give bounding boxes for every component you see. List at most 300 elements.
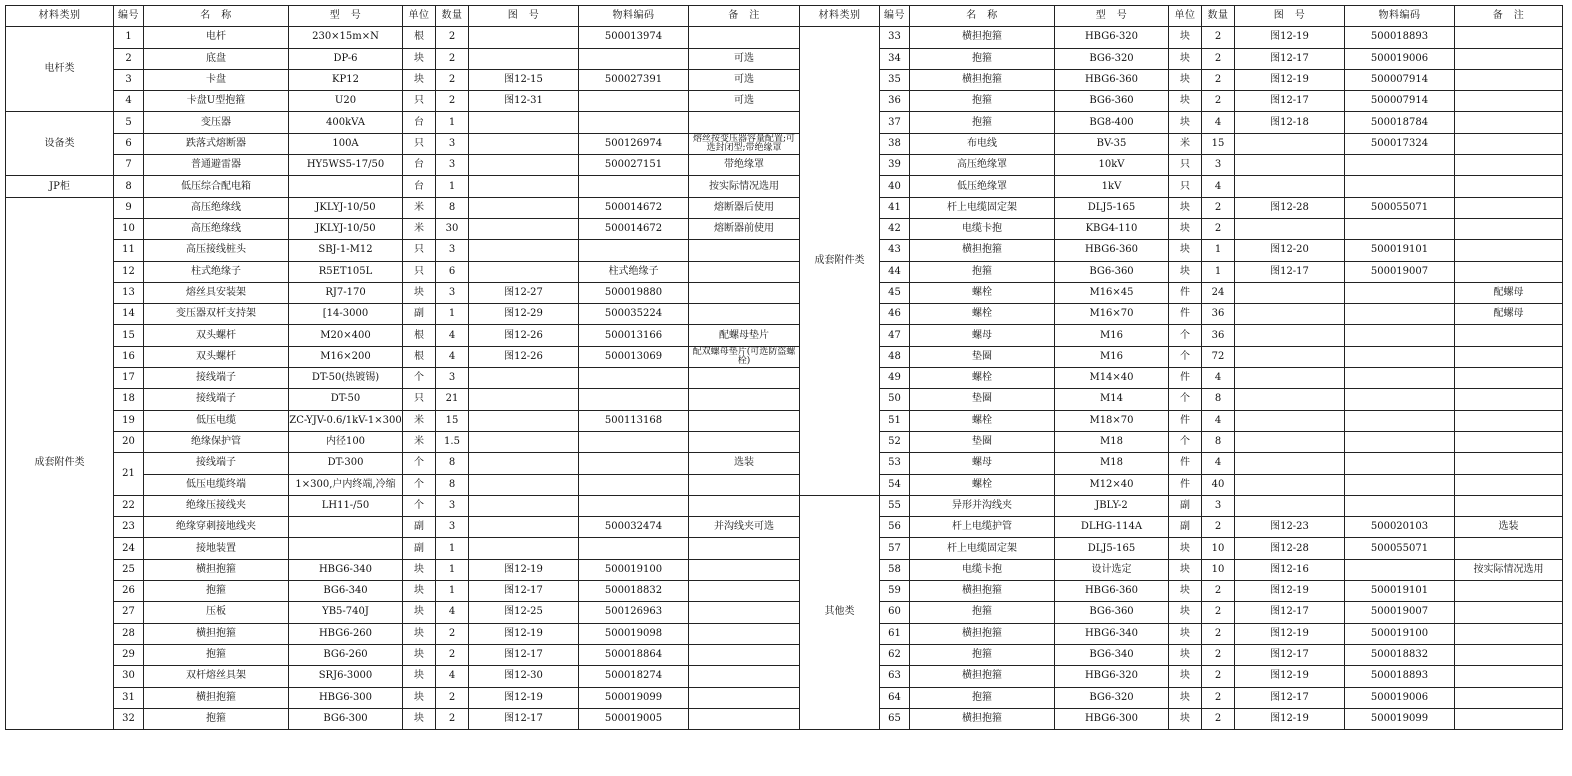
unit-cell: 台 xyxy=(403,176,436,197)
unit-cell: 副 xyxy=(403,304,436,325)
number-cell: 38 xyxy=(880,133,910,154)
unit-cell: 块 xyxy=(1169,581,1202,602)
number-cell: 13 xyxy=(114,282,144,303)
name-cell: 垫圈 xyxy=(910,389,1055,410)
unit-cell: 个 xyxy=(1169,325,1202,346)
material-code-cell: 500019006 xyxy=(1345,687,1455,708)
model-cell: BG6-340 xyxy=(1055,644,1169,665)
header-category: 材料类别 xyxy=(6,6,114,27)
quantity-cell: 3 xyxy=(436,282,469,303)
remarks-cell xyxy=(1455,708,1563,729)
remarks-cell: 按实际情况选用 xyxy=(689,176,800,197)
material-code-cell xyxy=(1345,389,1455,410)
model-cell: [14-3000 xyxy=(289,304,403,325)
table-row xyxy=(6,453,800,474)
figure-cell xyxy=(1235,389,1345,410)
quantity-cell: 3 xyxy=(436,240,469,261)
material-code-cell xyxy=(1345,559,1455,580)
remarks-cell: 可选 xyxy=(689,91,800,112)
name-cell: 跌落式熔断器 xyxy=(144,133,289,154)
name-cell: 低压综合配电箱 xyxy=(144,176,289,197)
material-code-cell: 500013069 xyxy=(579,346,689,367)
header-name: 名 称 xyxy=(144,6,289,27)
number-cell: 21 xyxy=(114,453,144,496)
table-row xyxy=(800,48,1563,69)
material-code-cell: 500035224 xyxy=(579,304,689,325)
quantity-cell: 2 xyxy=(1202,623,1235,644)
unit-cell: 副 xyxy=(403,538,436,559)
number-cell: 46 xyxy=(880,304,910,325)
number-cell: 52 xyxy=(880,431,910,452)
name-cell: 螺栓 xyxy=(910,410,1055,431)
number-cell: 64 xyxy=(880,687,910,708)
unit-cell: 块 xyxy=(1169,240,1202,261)
quantity-cell: 2 xyxy=(1202,581,1235,602)
name-cell: 底盘 xyxy=(144,48,289,69)
remarks-cell xyxy=(1455,325,1563,346)
unit-cell: 块 xyxy=(403,666,436,687)
quantity-cell: 3 xyxy=(436,368,469,389)
header-material-code: 物料编码 xyxy=(579,6,689,27)
header-quantity: 数量 xyxy=(436,6,469,27)
remarks-cell xyxy=(1455,69,1563,90)
number-cell: 43 xyxy=(880,240,910,261)
name-cell: 熔丝具安装架 xyxy=(144,282,289,303)
number-cell: 16 xyxy=(114,346,144,367)
figure-cell xyxy=(1235,218,1345,239)
material-code-cell xyxy=(1345,495,1455,516)
figure-cell xyxy=(469,389,579,410)
figure-cell: 图12-19 xyxy=(1235,581,1345,602)
table-row xyxy=(6,581,800,602)
table-row xyxy=(6,623,800,644)
material-code-cell: 500019007 xyxy=(1345,602,1455,623)
model-cell: SBJ-1-M12 xyxy=(289,240,403,261)
figure-cell xyxy=(1235,495,1345,516)
name-cell: 抱箍 xyxy=(910,112,1055,133)
number-cell: 3 xyxy=(114,69,144,90)
name-cell: 螺栓 xyxy=(910,368,1055,389)
unit-cell: 块 xyxy=(403,708,436,729)
header-unit: 单位 xyxy=(1169,6,1202,27)
model-cell: M20×400 xyxy=(289,325,403,346)
number-cell: 23 xyxy=(114,517,144,538)
number-cell: 42 xyxy=(880,218,910,239)
model-cell: 设计选定 xyxy=(1055,559,1169,580)
quantity-cell: 10 xyxy=(1202,559,1235,580)
quantity-cell: 36 xyxy=(1202,304,1235,325)
table-row xyxy=(800,261,1563,282)
model-cell: M18 xyxy=(1055,431,1169,452)
figure-cell: 图12-19 xyxy=(1235,27,1345,48)
remarks-cell xyxy=(1455,644,1563,665)
material-code-cell xyxy=(1345,304,1455,325)
quantity-cell: 2 xyxy=(436,48,469,69)
table-row xyxy=(800,687,1563,708)
figure-cell: 图12-28 xyxy=(1235,538,1345,559)
figure-cell xyxy=(469,368,579,389)
model-cell: DLJ5-165 xyxy=(1055,538,1169,559)
quantity-cell: 2 xyxy=(436,27,469,48)
remarks-cell xyxy=(689,304,800,325)
quantity-cell: 2 xyxy=(1202,48,1235,69)
header-number: 编号 xyxy=(880,6,910,27)
figure-cell: 图12-25 xyxy=(469,602,579,623)
quantity-cell: 4 xyxy=(1202,453,1235,474)
table-row xyxy=(6,48,800,69)
table-row xyxy=(800,666,1563,687)
remarks-cell: 按实际情况选用 xyxy=(1455,559,1563,580)
unit-cell: 块 xyxy=(403,282,436,303)
table-row xyxy=(800,240,1563,261)
name-cell: 抱箍 xyxy=(144,644,289,665)
table-row xyxy=(6,368,800,389)
quantity-cell: 1 xyxy=(436,581,469,602)
model-cell: M18×70 xyxy=(1055,410,1169,431)
name-cell: 接线端子 xyxy=(144,389,289,410)
figure-cell: 图12-20 xyxy=(1235,240,1345,261)
material-code-cell xyxy=(579,495,689,516)
remarks-cell xyxy=(689,282,800,303)
remarks-cell xyxy=(689,27,800,48)
number-cell: 12 xyxy=(114,261,144,282)
header-figure: 图 号 xyxy=(1235,6,1345,27)
model-cell: BG6-340 xyxy=(289,581,403,602)
quantity-cell: 3 xyxy=(436,155,469,176)
material-code-cell: 500019099 xyxy=(579,687,689,708)
name-cell: 杆上电缆护管 xyxy=(910,517,1055,538)
name-cell: 抱箍 xyxy=(144,581,289,602)
unit-cell: 个 xyxy=(403,495,436,516)
unit-cell: 块 xyxy=(403,623,436,644)
header-figure: 图 号 xyxy=(469,6,579,27)
number-cell: 20 xyxy=(114,431,144,452)
figure-cell: 图12-26 xyxy=(469,346,579,367)
name-cell: 电杆 xyxy=(144,27,289,48)
number-cell: 56 xyxy=(880,517,910,538)
model-cell: BG6-360 xyxy=(1055,261,1169,282)
figure-cell: 图12-19 xyxy=(1235,708,1345,729)
model-cell: DT-300 xyxy=(289,453,403,474)
remarks-cell: 熔丝按变压器容量配置;可选封闭型;带绝缘罩 xyxy=(689,133,800,154)
name-cell: 接线端子 xyxy=(144,453,289,474)
table-row xyxy=(6,240,800,261)
table-row xyxy=(6,687,800,708)
remarks-cell xyxy=(689,602,800,623)
unit-cell: 块 xyxy=(1169,602,1202,623)
material-code-cell: 500018274 xyxy=(579,666,689,687)
number-cell: 41 xyxy=(880,197,910,218)
number-cell: 60 xyxy=(880,602,910,623)
unit-cell: 块 xyxy=(1169,112,1202,133)
unit-cell: 只 xyxy=(1169,155,1202,176)
header-row xyxy=(6,6,800,27)
model-cell: M16 xyxy=(1055,346,1169,367)
figure-cell: 图12-26 xyxy=(469,325,579,346)
remarks-cell xyxy=(689,666,800,687)
quantity-cell: 8 xyxy=(436,474,469,495)
table-row xyxy=(800,453,1563,474)
name-cell: 杆上电缆固定架 xyxy=(910,197,1055,218)
quantity-cell: 2 xyxy=(436,69,469,90)
name-cell: 螺栓 xyxy=(910,474,1055,495)
table-row xyxy=(800,346,1563,367)
figure-cell xyxy=(1235,282,1345,303)
name-cell: 抱箍 xyxy=(910,48,1055,69)
remarks-cell: 带绝缘罩 xyxy=(689,155,800,176)
quantity-cell: 10 xyxy=(1202,538,1235,559)
number-cell: 61 xyxy=(880,623,910,644)
category-cell: 其他类 xyxy=(800,495,880,729)
unit-cell: 个 xyxy=(403,474,436,495)
model-cell: SRJ6-3000 xyxy=(289,666,403,687)
unit-cell: 台 xyxy=(403,112,436,133)
table-row xyxy=(6,538,800,559)
table-row xyxy=(800,389,1563,410)
model-cell: 内径100 xyxy=(289,431,403,452)
model-cell: DLJ5-165 xyxy=(1055,197,1169,218)
number-cell: 7 xyxy=(114,155,144,176)
quantity-cell: 8 xyxy=(1202,389,1235,410)
name-cell: 抱箍 xyxy=(910,687,1055,708)
figure-cell: 图12-27 xyxy=(469,282,579,303)
name-cell: 横担抱箍 xyxy=(910,623,1055,644)
material-code-cell: 柱式绝缘子 xyxy=(579,261,689,282)
material-code-cell xyxy=(579,389,689,410)
remarks-cell xyxy=(689,687,800,708)
remarks-cell xyxy=(1455,368,1563,389)
quantity-cell: 2 xyxy=(436,623,469,644)
number-cell: 19 xyxy=(114,410,144,431)
material-code-cell: 500018893 xyxy=(1345,666,1455,687)
number-cell: 5 xyxy=(114,112,144,133)
table-row xyxy=(800,27,1563,48)
remarks-cell xyxy=(1455,474,1563,495)
table-row xyxy=(800,644,1563,665)
material-code-cell xyxy=(1345,410,1455,431)
model-cell: 10kV xyxy=(1055,155,1169,176)
number-cell: 63 xyxy=(880,666,910,687)
header-name: 名 称 xyxy=(910,6,1055,27)
unit-cell: 副 xyxy=(1169,495,1202,516)
figure-cell: 图12-17 xyxy=(1235,91,1345,112)
name-cell: 横担抱箍 xyxy=(910,708,1055,729)
table-row xyxy=(6,261,800,282)
model-cell: M16×70 xyxy=(1055,304,1169,325)
model-cell xyxy=(289,517,403,538)
unit-cell: 米 xyxy=(1169,133,1202,154)
unit-cell: 件 xyxy=(1169,304,1202,325)
table-row xyxy=(800,559,1563,580)
name-cell: 接地装置 xyxy=(144,538,289,559)
remarks-cell xyxy=(1455,218,1563,239)
figure-cell xyxy=(469,474,579,495)
remarks-cell xyxy=(689,474,800,495)
name-cell: 螺母 xyxy=(910,453,1055,474)
category-cell: 设备类 xyxy=(6,112,114,176)
quantity-cell: 2 xyxy=(1202,644,1235,665)
table-row xyxy=(6,282,800,303)
quantity-cell: 2 xyxy=(1202,666,1235,687)
unit-cell: 块 xyxy=(1169,261,1202,282)
remarks-cell: 选装 xyxy=(1455,517,1563,538)
number-cell: 62 xyxy=(880,644,910,665)
material-code-cell: 500019098 xyxy=(579,623,689,644)
model-cell: KBG4-110 xyxy=(1055,218,1169,239)
model-cell: BG6-360 xyxy=(1055,91,1169,112)
unit-cell: 块 xyxy=(1169,687,1202,708)
material-code-cell xyxy=(579,368,689,389)
number-cell: 57 xyxy=(880,538,910,559)
category-cell: 成套附件类 xyxy=(6,197,114,729)
figure-cell: 图12-30 xyxy=(469,666,579,687)
material-code-cell: 500126974 xyxy=(579,133,689,154)
material-code-cell: 500019101 xyxy=(1345,240,1455,261)
number-cell: 28 xyxy=(114,623,144,644)
figure-cell xyxy=(1235,431,1345,452)
name-cell: 双头螺杆 xyxy=(144,325,289,346)
name-cell: 高压绝缘线 xyxy=(144,197,289,218)
quantity-cell: 1 xyxy=(436,112,469,133)
model-cell: M16 xyxy=(1055,325,1169,346)
unit-cell: 个 xyxy=(403,453,436,474)
unit-cell: 块 xyxy=(403,644,436,665)
header-number: 编号 xyxy=(114,6,144,27)
quantity-cell: 3 xyxy=(436,495,469,516)
figure-cell xyxy=(469,176,579,197)
figure-cell xyxy=(469,240,579,261)
remarks-cell xyxy=(1455,623,1563,644)
table-row xyxy=(6,304,800,325)
material-code-cell: 500055071 xyxy=(1345,538,1455,559)
table-row xyxy=(800,581,1563,602)
unit-cell: 只 xyxy=(403,91,436,112)
figure-cell xyxy=(469,133,579,154)
name-cell: 螺栓 xyxy=(910,282,1055,303)
unit-cell: 只 xyxy=(403,240,436,261)
material-code-cell: 500018864 xyxy=(579,644,689,665)
unit-cell: 米 xyxy=(403,431,436,452)
table-row xyxy=(6,325,800,346)
number-cell: 30 xyxy=(114,666,144,687)
table-row xyxy=(800,69,1563,90)
unit-cell: 块 xyxy=(403,581,436,602)
number-cell: 2 xyxy=(114,48,144,69)
name-cell: 横担抱箍 xyxy=(910,69,1055,90)
remarks-cell xyxy=(1455,495,1563,516)
figure-cell xyxy=(1235,368,1345,389)
name-cell: 高压绝缘线 xyxy=(144,218,289,239)
number-cell: 39 xyxy=(880,155,910,176)
remarks-cell xyxy=(1455,176,1563,197)
material-code-cell xyxy=(579,538,689,559)
number-cell: 49 xyxy=(880,368,910,389)
material-code-cell xyxy=(1345,176,1455,197)
number-cell: 47 xyxy=(880,325,910,346)
figure-cell xyxy=(1235,176,1345,197)
material-code-cell xyxy=(579,474,689,495)
quantity-cell: 36 xyxy=(1202,325,1235,346)
remarks-cell xyxy=(689,495,800,516)
quantity-cell: 4 xyxy=(436,346,469,367)
material-code-cell xyxy=(1345,346,1455,367)
figure-cell: 图12-19 xyxy=(1235,69,1345,90)
material-code-cell xyxy=(1345,325,1455,346)
remarks-cell xyxy=(1455,538,1563,559)
unit-cell: 米 xyxy=(403,410,436,431)
material-code-cell: 500019100 xyxy=(579,559,689,580)
figure-cell xyxy=(469,48,579,69)
remarks-cell xyxy=(1455,431,1563,452)
name-cell: 垫圈 xyxy=(910,346,1055,367)
number-cell: 27 xyxy=(114,602,144,623)
unit-cell: 只 xyxy=(403,389,436,410)
remarks-cell xyxy=(689,538,800,559)
header-row xyxy=(800,6,1563,27)
quantity-cell: 4 xyxy=(1202,112,1235,133)
figure-cell xyxy=(469,431,579,452)
model-cell: HBG6-260 xyxy=(289,623,403,644)
figure-cell xyxy=(469,112,579,133)
quantity-cell: 2 xyxy=(1202,27,1235,48)
table-row xyxy=(800,623,1563,644)
unit-cell: 块 xyxy=(1169,91,1202,112)
material-table-left xyxy=(5,5,800,730)
table-row xyxy=(800,155,1563,176)
quantity-cell: 1.5 xyxy=(436,431,469,452)
material-code-cell: 500113168 xyxy=(579,410,689,431)
number-cell: 17 xyxy=(114,368,144,389)
number-cell: 24 xyxy=(114,538,144,559)
figure-cell: 图12-29 xyxy=(469,304,579,325)
number-cell: 59 xyxy=(880,581,910,602)
figure-cell: 图12-18 xyxy=(1235,112,1345,133)
figure-cell: 图12-19 xyxy=(469,559,579,580)
material-code-cell xyxy=(1345,453,1455,474)
unit-cell: 块 xyxy=(403,69,436,90)
unit-cell: 块 xyxy=(1169,623,1202,644)
model-cell xyxy=(289,176,403,197)
model-cell: HY5WS5-17/50 xyxy=(289,155,403,176)
name-cell: 接线端子 xyxy=(144,368,289,389)
material-code-cell: 500020103 xyxy=(1345,517,1455,538)
model-cell xyxy=(289,538,403,559)
material-code-cell xyxy=(579,91,689,112)
remarks-cell xyxy=(689,559,800,580)
model-cell: DLHG-114A xyxy=(1055,517,1169,538)
figure-cell: 图12-17 xyxy=(469,708,579,729)
number-cell: 22 xyxy=(114,495,144,516)
number-cell: 40 xyxy=(880,176,910,197)
number-cell: 26 xyxy=(114,581,144,602)
figure-cell: 图12-17 xyxy=(469,581,579,602)
unit-cell: 块 xyxy=(403,559,436,580)
model-cell: M14 xyxy=(1055,389,1169,410)
quantity-cell: 1 xyxy=(436,559,469,580)
model-cell: R5ET105L xyxy=(289,261,403,282)
header-remarks: 备 注 xyxy=(689,6,800,27)
remarks-cell xyxy=(1455,261,1563,282)
table-row xyxy=(800,325,1563,346)
figure-cell: 图12-17 xyxy=(1235,261,1345,282)
model-cell: JKLYJ-10/50 xyxy=(289,197,403,218)
quantity-cell: 8 xyxy=(436,197,469,218)
name-cell: 布电线 xyxy=(910,133,1055,154)
material-code-cell: 500055071 xyxy=(1345,197,1455,218)
number-cell: 50 xyxy=(880,389,910,410)
material-code-cell: 500018893 xyxy=(1345,27,1455,48)
quantity-cell: 8 xyxy=(1202,431,1235,452)
